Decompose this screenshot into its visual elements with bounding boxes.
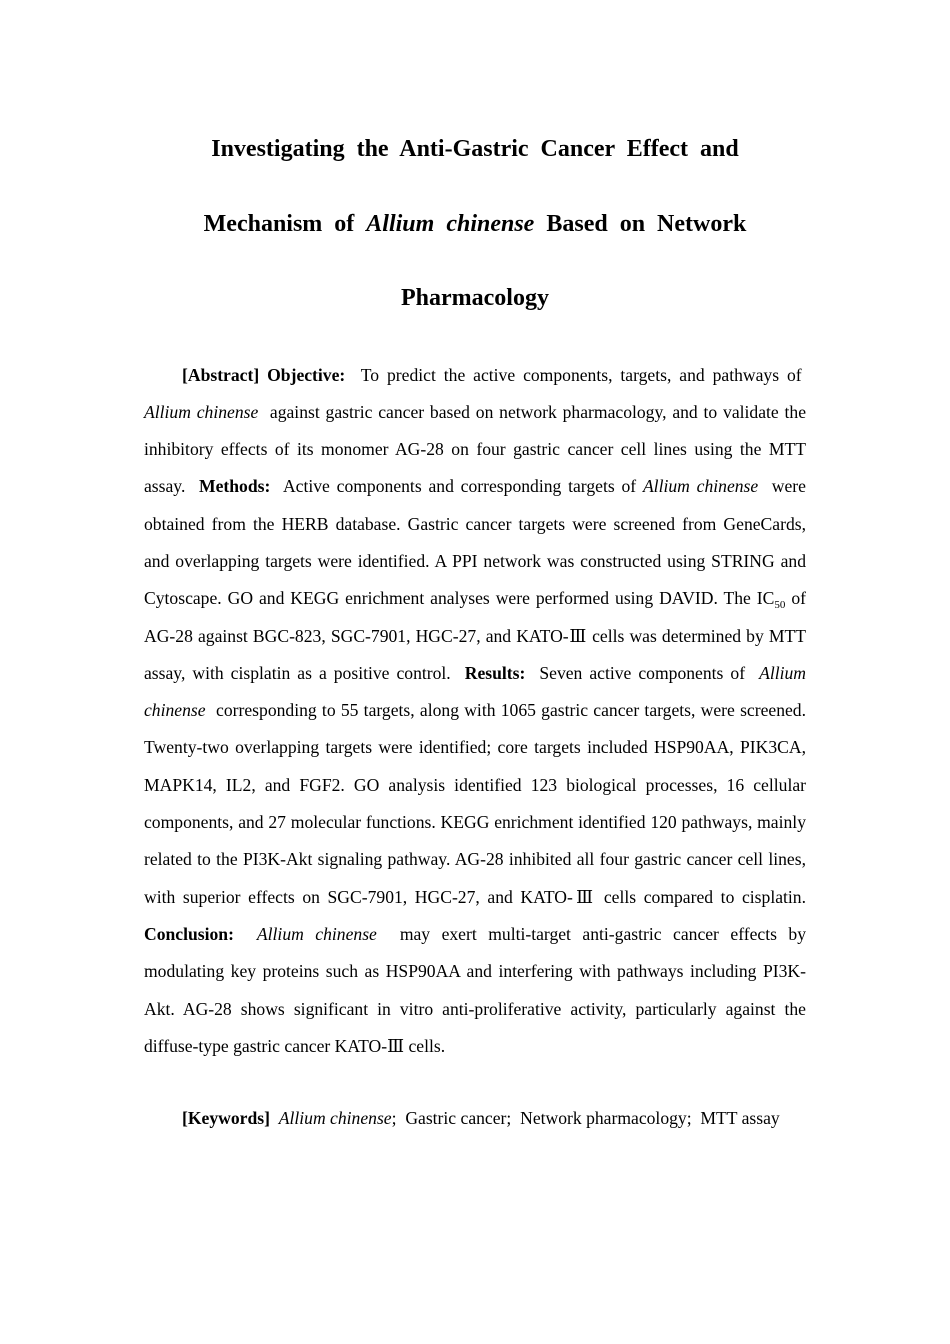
species-name-3: Allium chinense bbox=[144, 662, 806, 721]
keywords-label: [Keywords] bbox=[182, 1108, 270, 1129]
title-species-italic: Allium chinense bbox=[366, 210, 535, 237]
species-name-4: Allium chinense bbox=[256, 923, 377, 944]
keyword-separator: ; bbox=[506, 1108, 512, 1129]
abstract-paragraph bbox=[144, 357, 806, 1066]
objective-label: Objective: bbox=[267, 364, 346, 385]
species-name-1: Allium chinense bbox=[144, 401, 259, 422]
paper-page bbox=[144, 112, 806, 1137]
methods-label: Methods: bbox=[198, 476, 271, 497]
results-text-a: Seven active components of bbox=[539, 662, 746, 683]
keywords-paragraph bbox=[144, 1099, 806, 1137]
methods-text-c: of AG-28 against BGC-823, SGC-7901, HGC-27, and KATO-Ⅲ cells was determined by MTT assay, with cisplatin as a positive control. bbox=[144, 588, 806, 683]
methods-text-a: Active components and corresponding targets of bbox=[282, 476, 637, 497]
species-name-2: Allium chinense bbox=[642, 476, 759, 497]
keyword-2: Gastric cancer bbox=[405, 1108, 507, 1129]
objective-text-b: against gastric cancer based on network pharmacology, and to validate the inhibitory effects of its monomer AG-28 on four gastric cancer cell lines using the MTT assay. bbox=[144, 401, 807, 497]
title-part-1: Investigating the Anti-Gastric Cancer Effect and Mechanism of bbox=[203, 136, 739, 237]
keyword-separator: ; bbox=[686, 1108, 692, 1129]
keyword-4: MTT assay bbox=[700, 1108, 780, 1129]
conclusion-label: Conclusion: bbox=[144, 923, 234, 944]
title-part-2: Based on Network Pharmacology bbox=[401, 210, 747, 311]
keyword-1: Allium chinense bbox=[278, 1108, 392, 1129]
results-text-b: corresponding to 55 targets, along with 1065 gastric cancer targets, were screened. Twenty-two overlapping targets were identified; core targets included HSP90AA, PIK3CA, MAPK14, IL2, and FGF2. GO analysis identified 123 biological processes, 16 cellular components, and 27 molecular functions. KEGG enrichment identified 120 pathways, mainly related to the PI3K-Akt signaling pathway. AG-28 inhibited all four gastric cancer cell lines, with superior effects on SGC-7901, HGC-27, and KATO-Ⅲ cells compared to cisplatin. bbox=[144, 700, 806, 907]
abstract-label: [Abstract] bbox=[182, 364, 260, 385]
results-label: Results: bbox=[464, 662, 526, 683]
conclusion-text: may exert multi-target anti-gastric cancer effects by modulating key proteins such as HSP90AA and interfering with pathways including PI3K-Akt. AG-28 shows significant in vitro anti-proliferative activity, particularly against the diffuse-type gastric cancer KATO-Ⅲ cells. bbox=[144, 923, 807, 1056]
objective-text-a: To predict the active components, targets, and pathways of bbox=[360, 364, 802, 385]
ic50-subscript: 50 bbox=[774, 599, 786, 612]
methods-text-b: were obtained from the HERB database. Gastric cancer targets were screened from GeneCards, and overlapping targets were identified. A PPI network was constructed using STRING and Cytoscape. GO and KEGG enrichment analyses were performed using DAVID. The IC bbox=[144, 476, 806, 609]
keyword-separator: ; bbox=[391, 1108, 397, 1129]
keyword-3: Network pharmacology bbox=[520, 1108, 687, 1129]
paper-title bbox=[144, 112, 806, 336]
